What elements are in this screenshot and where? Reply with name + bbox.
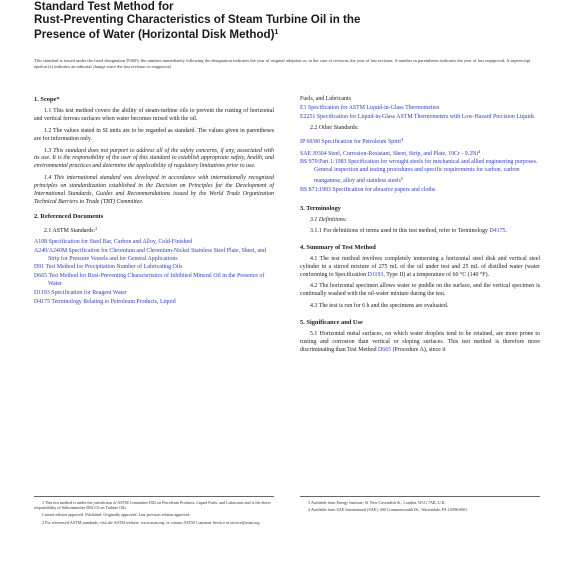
reference-title: Specification for Chromium and Chromium-Nickel Stainless Steel Plate, Sheet, and Strip for Pressure Vessels and for General Applications [48, 247, 266, 262]
footnotes-right [300, 496, 540, 514]
title-footnote-mark: 1 [274, 29, 279, 36]
reference-continuation-text: Fuels, and Lubricants [300, 96, 351, 102]
reference-item[interactable] [300, 136, 540, 147]
reference-footnote-mark: 3 [401, 136, 404, 142]
section-significance-heading: 5. Significance and Use [300, 319, 363, 327]
para-5-1-end: (Procedure A), since it [391, 346, 446, 353]
para-4-1-text: 4.1 The test method involves completely immersing a horizontal steel disk and vertical steel cylinder in a stirred mixture of 275 mL of the oil under test and 25 mL of distilled water (water conforming to Specification [300, 255, 540, 278]
reference-code[interactable]: E1 [300, 104, 307, 111]
reference-item[interactable] [34, 299, 274, 307]
para-1-3: 1.3 This standard does not purport to address all of the safety concerns, if any, associated with its use. It is the responsibility of the user of this standard to establish appropriate safety, health, and environmental practices and determine the applicability of regulatory limitations prior to use. [34, 147, 274, 170]
footnote: 2 For referenced ASTM standards, visit the ASTM website, www.astm.org, or contact ASTM Customer Service at service@astm.org. [42, 519, 261, 525]
water-spec-link[interactable]: D1193 [367, 271, 384, 278]
reference-title: Specification for ASTM Liquid-in-Glass Thermometers [306, 104, 440, 111]
reference-item[interactable] [300, 187, 540, 195]
para-2-1-text: 2.1 ASTM Standards: [44, 227, 96, 234]
section-summary-heading: 4. Summary of Test Method [300, 243, 376, 251]
para-2-2: 2.2 Other Standards: [310, 124, 359, 131]
para-1-2: 1.2 The values stated in SI units are to be regarded as standard. The values given in parentheses are for information only. [34, 127, 274, 142]
terminology-link[interactable]: D4175 [489, 227, 506, 234]
para-2-1-mark: 2 [95, 225, 98, 231]
para-3-1: 3.1 Definitions: [310, 216, 347, 223]
reference-item[interactable] [300, 114, 540, 122]
reference-code[interactable]: A240/A240M [34, 247, 68, 254]
reference-footnote-mark: 5 [400, 176, 403, 182]
para-4-3: 4.3 The test is run for 6 h and the specimens are evaluated. [310, 303, 449, 310]
reference-title: Specification for Liquid-in-Glass ASTM Thermometers with Low-Hazard Precision Liquids [315, 113, 535, 120]
reference-title: Specification for Petroleum Spirit [319, 138, 402, 145]
test-method-link[interactable]: D665 [378, 346, 392, 353]
footnote: 4 Available from SAE International (SAE), 400 Commonwealth Dr., Warrendale, PA 15096-0001. [308, 507, 469, 513]
reference-item[interactable] [300, 159, 540, 186]
reference-title: Specification for Reagent Water [49, 290, 127, 297]
reference-footnote-mark: 4 [478, 148, 481, 154]
section-terminology-heading: 3. Terminology [300, 205, 341, 213]
reference-item[interactable] [34, 264, 274, 272]
left-column [34, 96, 274, 308]
para-4-2: 4.2 The horizontal specimen allows water to puddle on the surface, and the vertical specimen is continually washed with the oil-water mixture during the test. [300, 283, 540, 298]
reference-code[interactable]: BS 970:Part 1:1983 [300, 159, 347, 166]
reference-code[interactable]: D1193 [34, 290, 50, 297]
reference-item[interactable] [300, 105, 540, 113]
para-2-1 [44, 225, 274, 236]
reference-code[interactable]: E2251 [300, 113, 316, 120]
reference-code[interactable]: D91 [34, 264, 45, 271]
reference-continuation [300, 96, 540, 104]
title-line-3-text: Presence of Water (Horizontal Disk Method) [34, 28, 275, 41]
reference-code[interactable]: BS 871:1983 [300, 187, 331, 194]
footnote: 3 Available from Energy Institute, 61 New Cavendish St., London, W1G 7AR, U.K. [308, 500, 446, 505]
reference-title: Specification for abrasive papers and cloths [330, 187, 436, 194]
reference-item[interactable] [34, 239, 274, 247]
astm-reference-list [34, 239, 274, 307]
reference-item[interactable] [300, 148, 540, 159]
footnote: Current edition approved. Published. Originally approved. Last previous edition approved. [42, 512, 191, 518]
para-4-1-end: , Type II) at a temperature of 60 °C (140 °F). [383, 271, 489, 278]
footnotes-left [34, 496, 274, 527]
reference-code[interactable]: D665 [34, 273, 48, 280]
title-line-2: Rust-Preventing Characteristics of Steam Turbine Oil in the [34, 13, 361, 26]
reference-item[interactable] [34, 273, 274, 289]
para-1-4: 1.4 This international standard was developed in accordance with internationally recognized principles on standardization established in the Decision on Principles for the Development of International Standards, Guides and Recommendations issued by the World Trade Organization Technical Barriers to Trade (TBT) Committee. [34, 175, 274, 205]
para-3-1-1-text: 3.1.1 For definitions of terms used in this test method, refer to Terminology [310, 227, 490, 234]
reference-item[interactable] [34, 248, 274, 264]
right-column [300, 96, 540, 359]
reference-title: Test Method for Precipitation Number of Lubricating Oils [44, 264, 183, 271]
reference-code[interactable]: A108 [34, 238, 48, 245]
reference-title: Steel, Corrosion-Resistant, Sheet, Strip, and Plate, 19Cr - 9.2Ni [326, 150, 479, 157]
title-line-3 [34, 26, 534, 41]
para-5-1 [300, 331, 540, 355]
designation-notice: This standard is issued under the fixed designation D3603; the number immediately following the designation indicates the year of original adoption or, in the case of revision, the year of last revision. A number in parentheses indicates the year of last reapproval. A superscript epsilon (ε) indicates an editorial change since the last revision or reapproval. [34, 58, 531, 69]
document-title [34, 0, 534, 41]
title-line-1: Standard Test Method for [34, 0, 174, 13]
reference-title: Specification for Steel Bar, Carbon and Alloy, Cold-Finished [47, 238, 193, 245]
reference-item[interactable] [34, 290, 274, 298]
para-4-1 [300, 256, 540, 280]
reference-code[interactable]: D4175 [34, 299, 51, 306]
section-references-heading: 2. Referenced Documents [34, 212, 104, 220]
section-scope-heading: 1. Scope* [34, 96, 60, 103]
reference-title: Specification for wrought steels for mechanical and allied engineering purposes. General inspection and testing procedures and specific requirements for carbon, carbon manganese, alloy and stainless steels [314, 159, 538, 185]
para-3-1-1-end: . [505, 227, 507, 234]
reference-title: Terminology Relating to Petroleum Products, Liquid [50, 299, 176, 306]
footnote: 1 This test method is under the jurisdiction of ASTM Committee D02 on Petroleum Products, Liquid Fuels, and Lubricants and is the direct responsibility of Subcommittee D02.C0 on Turbine Oils. [34, 500, 271, 511]
para-3-1-1 [300, 228, 540, 236]
reference-code[interactable]: IP 60/80 [300, 138, 320, 145]
reference-code[interactable]: SAE J0304 [300, 150, 327, 157]
reference-title: Test Method for Rust-Preventing Characteristics of Inhibited Mineral Oil in the Presence of Water [47, 273, 265, 288]
para-5-1-text: 5.1 Horizontal metal surfaces, on which water droplets tend to be retained, are more prone to rusting and corrosion than vertical or sloping surfaces. This test method is therefore more discriminating than Test Method [300, 331, 540, 353]
para-1-1: 1.1 This test method covers the ability of steam-turbine oils to prevent the rusting of horizontal and vertical ferrous surfaces when water becomes mixed with the oil. [34, 107, 274, 122]
